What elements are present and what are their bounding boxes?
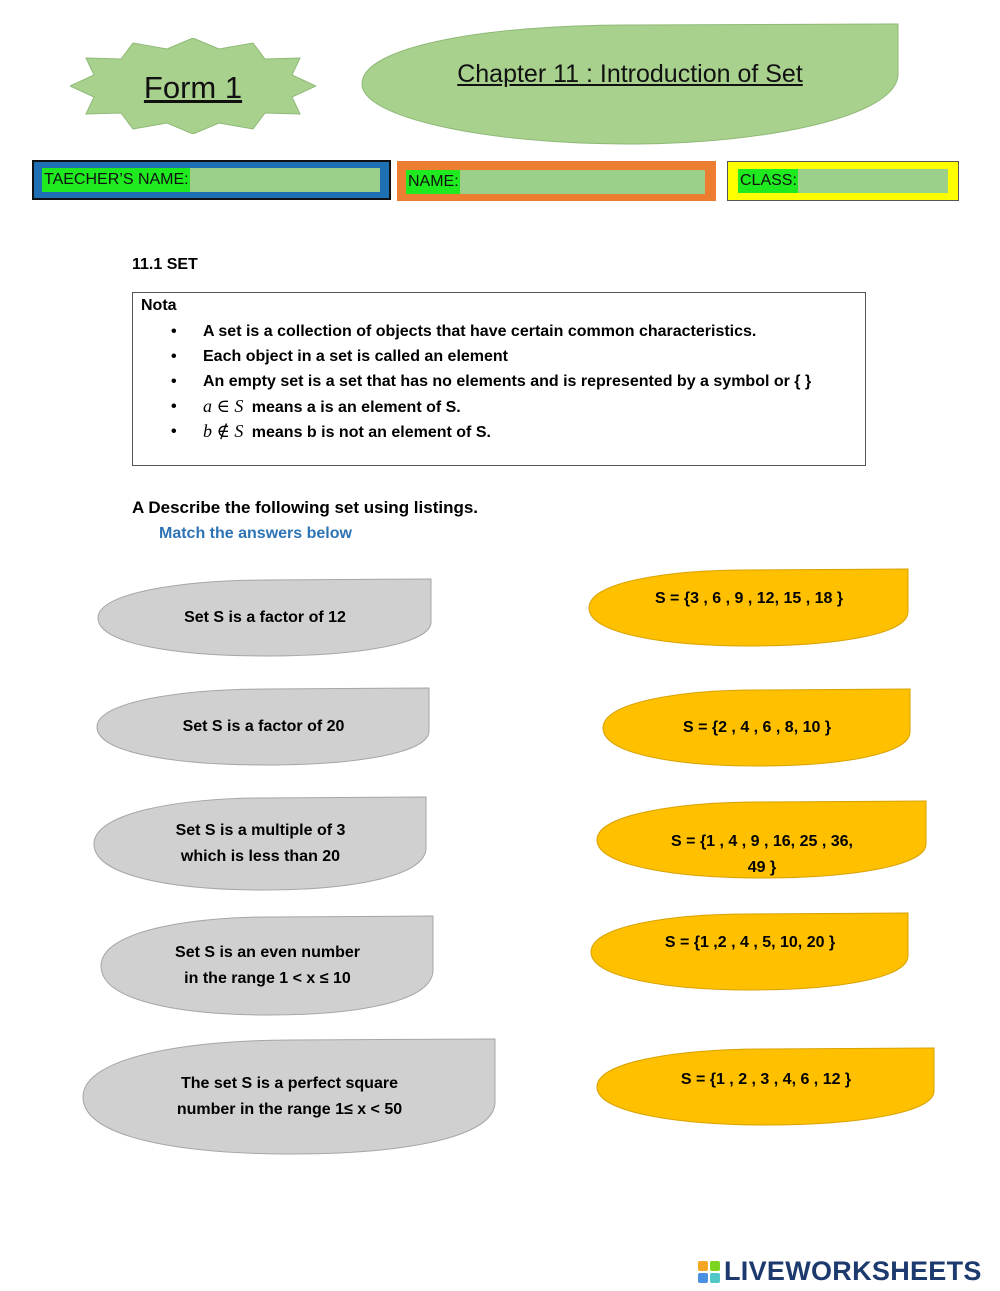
nota-list — [133, 319, 811, 444]
answer-card-2[interactable]: S = {2 , 4 , 6 , 8, 10 } — [602, 688, 912, 768]
question-card-1[interactable]: Set S is a factor of 12 — [97, 578, 433, 658]
not-element-of-symbol: b ∉ S — [203, 421, 244, 441]
question-card-3[interactable]: Set S is a multiple of 3 which is less than 20 — [93, 796, 428, 892]
answer-card-1[interactable]: S = {3 , 6 , 9 , 12, 15 , 18 } — [588, 568, 910, 648]
logo-grid-icon — [698, 1261, 720, 1283]
answer-card-3[interactable]: S = {1 , 4 , 9 , 16, 25 , 36, 49 } — [596, 800, 928, 880]
student-name-label: NAME: — [406, 170, 460, 194]
bullet-icon: • — [171, 323, 177, 340]
section-title: 11.1 SET — [132, 256, 198, 273]
question-card-5[interactable]: The set S is a perfect square number in the range 1≤ x < 50 — [82, 1038, 497, 1156]
answer-card-4[interactable]: S = {1 ,2 , 4 , 5, 10, 20 } — [590, 912, 910, 992]
nota-item: • a ∈ S means a is an element of S. — [133, 394, 811, 419]
student-name-input[interactable] — [460, 170, 705, 194]
logo-text: LIVEWORKSHEETS — [724, 1256, 982, 1286]
teacher-name-label: TAECHER’S NAME: — [42, 168, 190, 192]
nota-title: Nota — [141, 297, 177, 314]
answer-card-5[interactable]: S = {1 , 2 , 3 , 4, 6 , 12 } — [596, 1047, 936, 1127]
bullet-icon: • — [171, 423, 177, 440]
nota-box — [132, 292, 866, 466]
teacher-name-input[interactable] — [190, 168, 380, 192]
class-input[interactable] — [798, 169, 948, 193]
liveworksheets-logo — [698, 1256, 982, 1287]
class-label: CLASS: — [738, 169, 798, 193]
nota-item: • A set is a collection of objects that have certain common characteristics. — [133, 319, 811, 344]
exercise-title: A Describe the following set using listings. — [132, 498, 479, 517]
bullet-icon: • — [171, 348, 177, 365]
form-label: Form 1 — [143, 70, 243, 105]
nota-item: • An empty set is a set that has no elements and is represented by a symbol or { } — [133, 369, 811, 394]
teacher-name-box — [32, 160, 391, 200]
bullet-icon: • — [171, 398, 177, 415]
nota-item: • b ∉ S means b is not an element of S. — [133, 419, 811, 444]
class-box — [727, 161, 959, 201]
element-of-symbol: a ∈ S — [203, 396, 244, 416]
question-card-4[interactable]: Set S is an even number in the range 1 < x ≤ 10 — [100, 915, 435, 1017]
bullet-icon: • — [171, 373, 177, 390]
question-card-2[interactable]: Set S is a factor of 20 — [96, 687, 431, 767]
nota-item: • Each object in a set is called an element — [133, 344, 811, 369]
exercise-subtitle: Match the answers below — [159, 525, 352, 542]
student-name-box — [397, 161, 716, 201]
chapter-title: Chapter 11 : Introduction of Set — [457, 60, 803, 88]
